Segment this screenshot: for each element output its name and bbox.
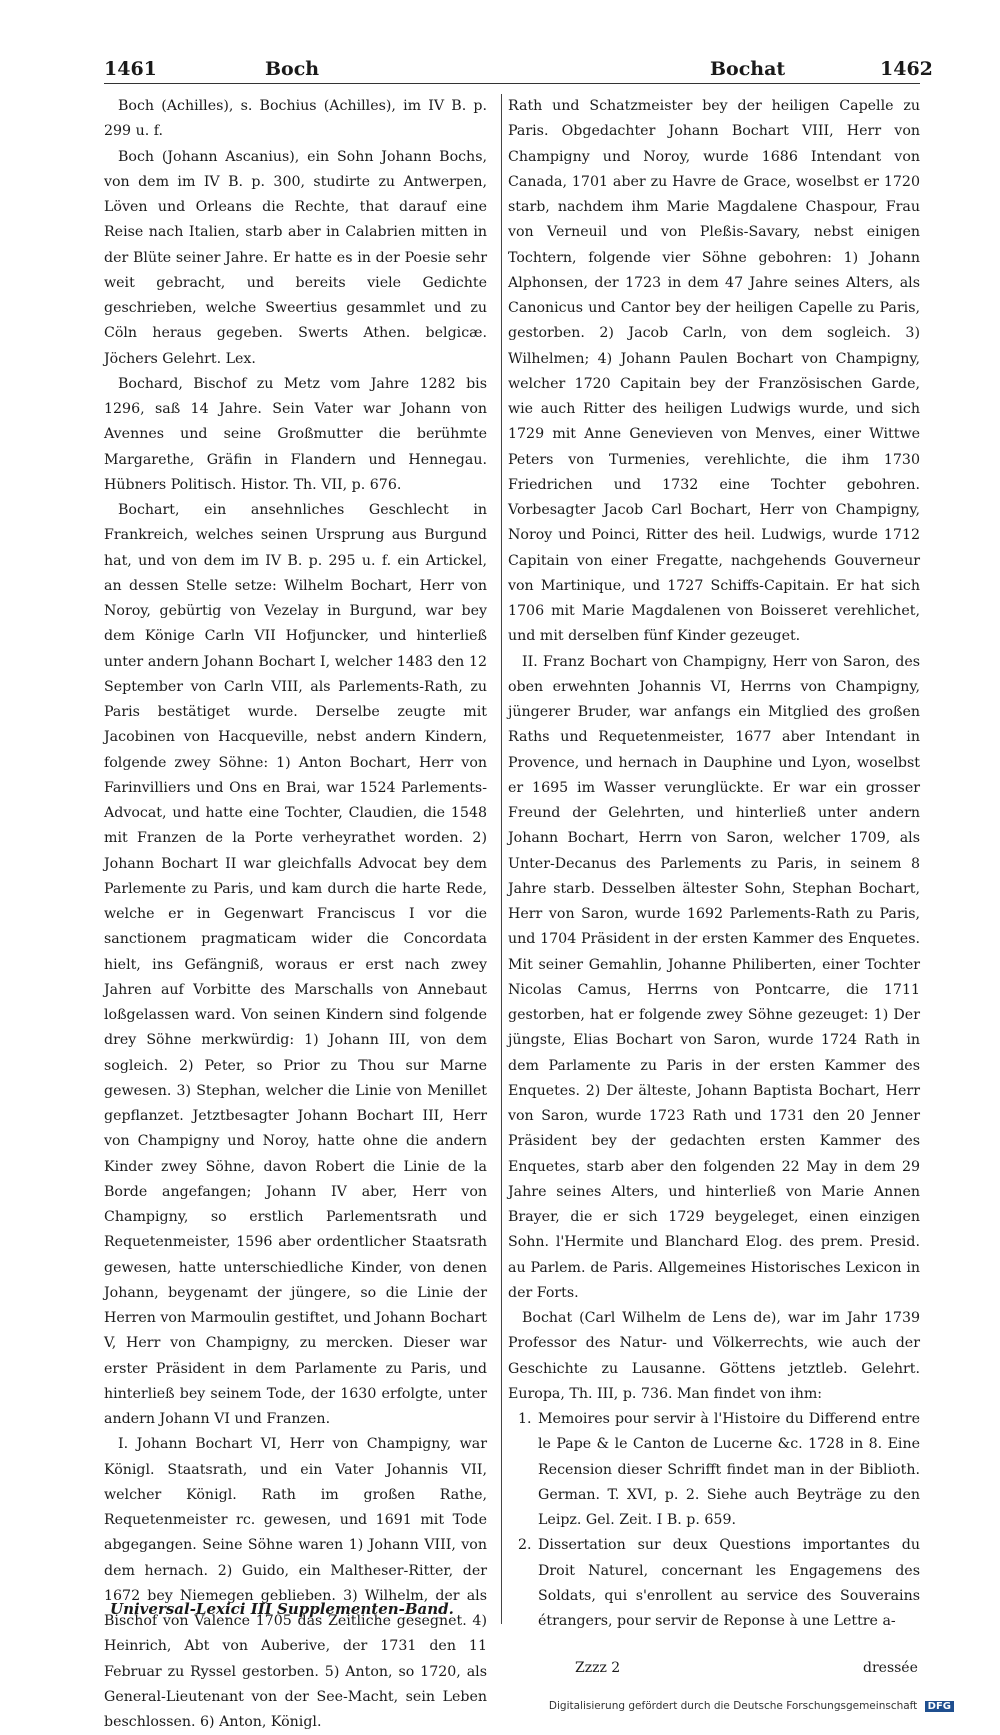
left-column: [104, 94, 487, 1735]
list-item-number: 1.: [518, 1411, 532, 1427]
right-column: [508, 94, 920, 1634]
column-separator: [501, 94, 502, 1624]
list-item-text: Dissertation sur deux Questions importantes du Droit Naturel, concernant les Engagemens des Soldats, qui s'enrollent au service des Souverains étrangers, pour servir de Reponse à une Lettre a-: [538, 1537, 920, 1629]
entry-paragraph: Rath und Schatzmeister bey der heiligen Capelle zu Paris. Obgedachter Johann Bochart VIII, Herr von Champigny und Noroy, wurde 1686 Intendant von Canada, 1701 aber zu Havre de Grace, woselbst er 1720 starb, nachdem ihm Marie Magdalene Chaspour, Frau von Verneuil und von Pleßis-Savary, nebst einigen Tochtern, folgende vier Söhne gebohren: 1) Johann Alphonsen, der 1723 in dem 47 Jahre seines Alters, als Canonicus und Cantor bey der heiligen Capelle zu Paris, gestorben. 2) Jacob Carln, von dem sogleich. 3) Wilhelmen; 4) Johann Paulen Bochart von Champigny, welcher 1720 Capitain bey der Französischen Garde, wie auch Ritter des heiligen Ludwigs wurde, und sich 1729 mit Anne Genevieven von Menves, einer Wittwe Peters von Turmenies, verehlichte, die ihm 1730 Friedrichen und 1732 eine Tochter gebohren. Vorbesagter Jacob Carl Bochart, Herr von Champigny, Noroy und Poinci, Ritter des heil. Ludwigs, wurde 1712 Capitain von einer Fregatte, nachgehends Gouverneur von Martinique, und 1727 Schiffs-Capitain. Er hat sich 1706 mit Marie Magdalenen von Boisseret verehlichet, und mit derselben fünf Kinder gezeuget.: [508, 98, 920, 645]
catchword: dressée: [863, 1660, 918, 1676]
credit-text: Digitalisierung gefördert durch die Deutsche Forschungsgemeinschaft: [548, 1700, 918, 1712]
dfg-logo-icon: DFG: [925, 1701, 954, 1712]
entry-paragraph: Bochard, Bischof zu Metz vom Jahre 1282 bis 1296, saß 14 Jahre. Sein Vater war Johann von Avennes und seine Großmutter die berühmte Margarethe, Gräfin in Flandern und Hennegau. Hübners Politisch. Histor. Th. VII, p. 676.: [104, 375, 487, 493]
list-item: [508, 1533, 920, 1634]
right-page-number: 1462: [880, 58, 933, 80]
right-running-head: Bochat: [710, 58, 786, 80]
list-item-text: Memoires pour servir à l'Histoire du Differend entre le Pape & le Canton de Lucerne &c. 1728 in 8. Eine Recension dieser Schrifft findet man in der Biblioth. German. T. XVI, p. 2. Siehe auch Beyträge zu den Leipz. Gel. Zeit. I B. p. 659.: [538, 1411, 920, 1528]
list-item-number: 2.: [518, 1537, 532, 1554]
signature-mark: Zzzz 2: [575, 1660, 621, 1676]
entry-paragraph: Boch (Achilles), s. Bochius (Achilles), im IV B. p. 299 u. f.: [104, 98, 487, 140]
header-rule: [104, 83, 920, 84]
footer-running-title: Universal-Lexici III Supplementen-Band.: [110, 1600, 454, 1618]
left-page-number: 1461: [104, 58, 157, 80]
entry-paragraph: I. Johann Bochart VI, Herr von Champigny, war Königl. Staatsrath, und ein Vater Johannis VII, welcher Königl. Rath im großen Rathe, Requetenmeister rc. gewesen, und 1691 mit Tode abgegangen. Seine Söhne waren 1) Johann VIII, von dem hernach. 2) Guido, ein Maltheser-Ritter, der 1672 bey Niemegen geblieben. 3) Wilhelm, der als Bischof von Valence 1705 das Zeitliche gesegnet. 4) Heinrich, Abt von Auberive, der 1731 den 11 Februar zu Ryssel gestorben. 5) Anton, so 1720, als General-Lieutenant von der See-Macht, sein Leben beschlossen. 6) Anton, Königl.: [104, 1436, 487, 1730]
list-item: [508, 1407, 920, 1533]
left-running-head: Boch: [265, 58, 320, 80]
entry-paragraph: Boch (Johann Ascanius), ein Sohn Johann Bochs, von dem im IV B. p. 300, studirte zu Antwerpen, Löven und Orleans die Rechte, that darauf eine Reise nach Italien, starb aber in Calabrien mitten in der Blüte seiner Jahre. Er hatte es in der Poesie sehr weit gebracht, und bereits viele Gedichte geschrieben, welche Sweertius gesammlet und zu Cöln heraus gegeben. Swerts Athen. belgicæ. Jöchers Gelehrt. Lex.: [104, 148, 487, 367]
entry-paragraph: Bochart, ein ansehnliches Geschlecht in Frankreich, welches seinen Ursprung aus Burgund hat, und von dem im IV B. p. 295 u. f. ein Artickel, an dessen Stelle setze: Wilhelm Bochart, Herr von Noroy, gebürtig von Vezelay in Burgund, war bey dem Könige Carln VII Hofjuncker, und hinterließ unter andern Johann Bochart I, welcher 1483 den 12 September von Carln VIII, als Parlements-Rath, zu Paris bestätiget wurde. Derselbe zeugte mit Jacobinen von Hacqueville, nebst andern Kindern, folgende zwey Söhne: 1) Anton Bochart, Herr von Farinvilliers und Ons en Brai, war 1524 Parlements-Advocat, und hatte eine Tochter, Claudien, die 1548 mit Franzen de la Porte verheyrathet worden. 2) Johann Bochart II war gleichfalls Advocat bey dem Parlemente zu Paris, und kam durch die harte Rede, welche er in Gegenwart Franciscus I vor die sanctionem pragmaticam wider die Concordata hielt, ins Gefängniß, woraus er erst nach zwey Jahren auf Vorbitte des Marschalls von Annebaut loßgelassen ward. Von seinen Kindern sind folgende drey Söhne merkwürdig: 1) Johann III, von dem sogleich. 2) Peter, so Prior zu Thou sur Marne gewesen. 3) Stephan, welcher die Linie von Menillet gepflanzet. Jetztbesagter Johann Bochart III, Herr von Champigny und Noroy, hatte ohne die andern Kinder zwey Söhne, davon Robert die Linie de la Borde angefangen; Johann IV aber, Herr von Champigny, so erstlich Parlementsrath und Requetenmeister, 1596 aber ordentlicher Staatsrath gewesen, hatte unterschiedliche Kinder, von denen Johann, beygenamt der jüngere, so die Linie der Herren von Marmoulin gestiftet, und Johann Bochart V, Herr von Champigny, zu mercken. Dieser war erster Präsident in dem Parlamente zu Paris, und hinterließ bey seinem Tode, der 1630 erfolgte, unter andern Johann VI und Franzen.: [104, 502, 487, 1427]
works-list: [508, 1407, 920, 1634]
entry-paragraph: II. Franz Bochart von Champigny, Herr von Saron, des oben erwehnten Johannis VI, Herrns von Champigny, jüngerer Bruder, war anfangs ein Mitglied des großen Raths und Requetenmeister, 1677 aber Intendant in Provence, und hernach in Dauphine und Lyon, woselbst er 1695 im Wasser verunglückte. Er war ein grosser Freund der Gelehrten, und hinterließ unter andern Johann Bochart, Herrn von Saron, welcher 1709, als Unter-Decanus des Parlements zu Paris, in seinem 8 Jahre starb. Desselben ältester Sohn, Stephan Bochart, Herr von Saron, wurde 1692 Parlements-Rath zu Paris, und 1704 Präsident in der ersten Kammer des Enquetes. Mit seiner Gemahlin, Johanne Philiberten, einer Tochter Nicolas Camus, Herrns von Pontcarre, die 1711 gestorben, hat er folgende zwey Söhne gezeuget: 1) Der jüngste, Elias Bochart von Saron, wurde 1724 Rath in dem Parlamente zu Paris in der ersten Kammer des Enquetes. 2) Der älteste, Johann Baptista Bochart, Herr von Saron, wurde 1723 Rath und 1731 den 20 Jenner Präsident bey der gedachten ersten Kammer des Enquetes, starb aber den folgenden 22 May in dem 29 Jahre seines Alters, und hinterließ von Marie Annen Brayer, die er sich 1729 beygeleget, einen einzigen Sohn. l'Hermite und Blanchard Elog. des prem. Presid. au Parlem. de Paris. Allgemeines Historisches Lexicon in der Forts.: [508, 653, 920, 1301]
entry-paragraph: Bochat (Carl Wilhelm de Lens de), war im Jahr 1739 Professor des Natur- und Völkerrechts, wie auch der Geschichte zu Lausanne. Göttens jetztleb. Gelehrt. Europa, Th. III, p. 736. Man findet von ihm:: [508, 1310, 920, 1402]
digitization-credit: [549, 1700, 954, 1712]
